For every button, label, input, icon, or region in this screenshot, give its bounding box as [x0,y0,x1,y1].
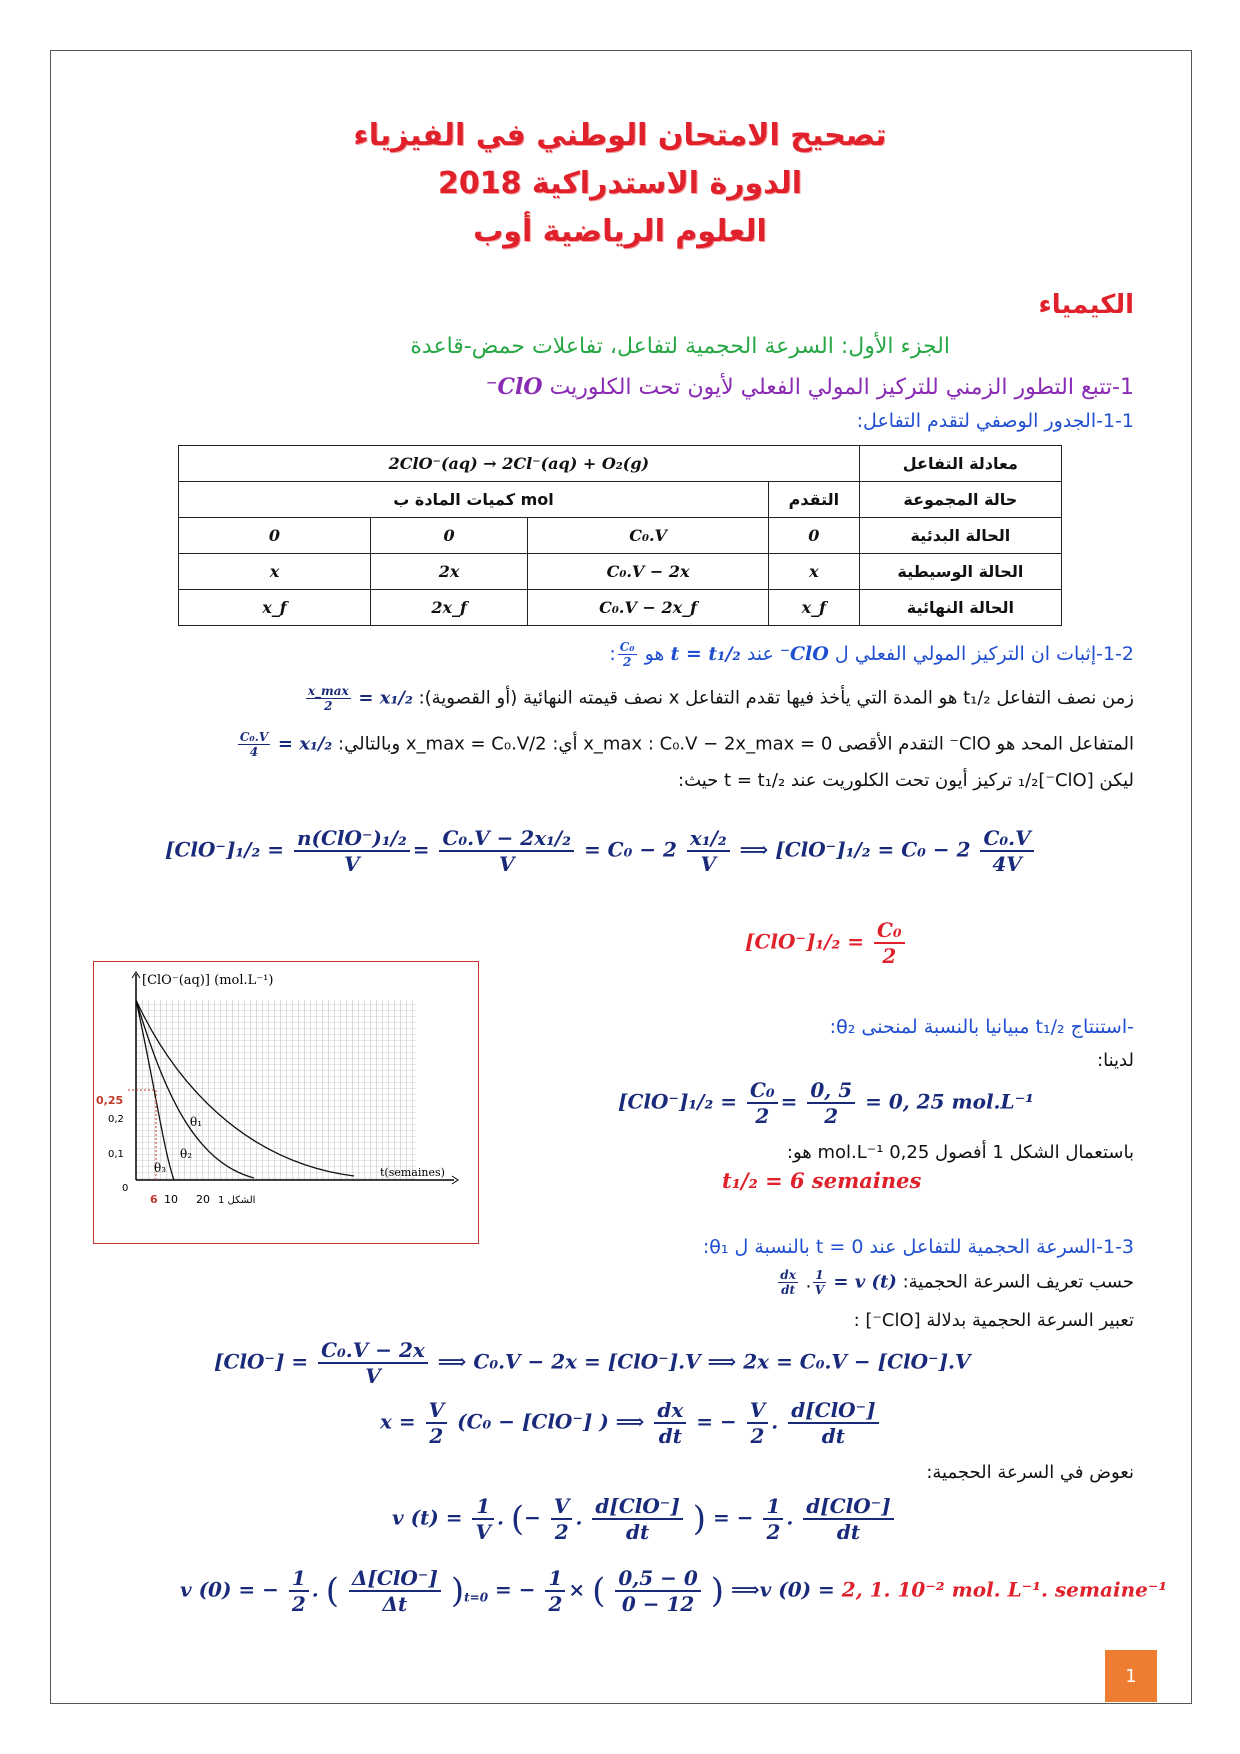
velocity-definition: حسب تعريف السرعة الحجمية: v (t) = $\frac{1}{V}$ . $\frac{dx}{dt}$ [780,1268,1134,1297]
part-heading: الجزء الأول: السرعة الحجمية لتفاعل، تفاعلات حمض-قاعدة [410,334,950,359]
concentration-equation: [ClO⁻] = $\frac{\text{C₀.V − 2x}}{V}$ ⟹ C₀.V − 2x = [ClO⁻].V ⟹ 2x = C₀.V − [ClO⁻].V [214,1338,971,1388]
y-tick-label: 0,25 [96,1094,124,1107]
deduction-heading: -استنتاج t₁/₂ مبيانيا بالنسبة لمنحنى θ₂: [829,1016,1134,1038]
x-tick-label: 6 [150,1193,158,1206]
table-row: x 2x C₀.V − 2x x الحالة الوسيطية [179,554,1062,590]
question-1-3-heading: 1-3-السرعة الحجمية للتفاعل عند t = 0 بالنسبة ل θ₁: [702,1236,1134,1258]
table-row: x_f 2x_f C₀.V − 2x_f x_f الحالة النهائية [179,590,1062,626]
question-1-1-heading: 1-1-الجدور الوصفي لتقدم التفاعل: [856,410,1134,432]
title-line-1: تصحيح الامتحان الوطني في الفيزياء [353,118,887,153]
half-time-result: t₁/₂ = 6 semaines [722,1168,922,1193]
page-frame [50,50,1192,1704]
y-tick-label: 0,2 [108,1114,124,1125]
half-concentration-derivation: [ClO⁻]₁/₂ = $\frac{\text{n(ClO⁻)₁/₂}}{V}$ = $\frac{\text{C₀.V − 2x₁/₂}}{V}$ = C₀ − 2 $\frac{\text{x₁/₂}}{V}$ ⟹ [ClO⁻]₁/₂ = C₀ − 2 $\frac{\text{C₀.V}}{4V}$ [165,826,1037,876]
curve-label: θ₃ [154,1161,167,1175]
substitution-label: نعوض في السرعة الحجمية: [926,1462,1134,1483]
curve-label: θ₁ [190,1115,203,1129]
graph-x-label: t(semaines) [380,1166,445,1179]
figure-label: الشكل 1 [218,1195,256,1206]
limiting-reagent-line: المتفاعل المحد هو ClO⁻ التقدم الأقصى x_max : C₀.V − 2x_max = 0 أي: x_max = C₀.V/2 وبالتالي: x₁/₂ = $\frac{\text{C₀.V}}{4}$ [239,730,1134,759]
concentration-definition: ليكن [ClO⁻]₁/₂ تركيز أيون تحت الكلوريت عند t = t₁/₂ حيث: [678,770,1134,791]
y-tick-label: 0 [122,1183,129,1194]
table-equation: 2ClO⁻(aq) → 2Cl⁻(aq) + O₂(g) [179,446,860,482]
deduction-have: لدينا: [1097,1050,1134,1071]
page-number: 1 [1105,1650,1157,1702]
x-tick-label: 20 [196,1193,210,1206]
x-tick-label: 10 [164,1193,178,1206]
y-tick-label: 0,1 [108,1149,124,1160]
title-line-3: العلوم الرياضية أوب [473,214,767,249]
table-advance-header: التقدم [768,482,859,518]
table-equation-label: معادلة التفاعل [859,446,1061,482]
question-1-2-heading: 1-2-إثبات ان التركيز المولي الفعلي ل ClO⁻ عند t = t₁/₂ هو $\frac{\text{C₀}}{2}$ : [609,640,1134,669]
half-concentration-result: [ClO⁻]₁/₂ = $\frac{\text{C₀}}{2}$ [745,918,908,968]
graph-y-label: [ClO⁻(aq)] (mol.L⁻¹) [142,973,274,988]
table-row: 0 0 C₀.V 0 الحالة البدئية [179,518,1062,554]
velocity-expression-label: تعبير السرعة الحجمية بدلالة [ClO⁻] : [853,1310,1134,1331]
graph-svg [94,962,478,1243]
velocity-equation: v (t) = $\frac{1}{V}$ . (− $\frac{V}{2}$ . $\frac{\text{d[ClO⁻]}}{dt}$ ) = − $\frac{1}{2}$ . $\frac{\text{d[ClO⁻]}}{dt}$ [392,1494,897,1544]
initial-velocity-result: 2, 1. 10⁻² mol. L⁻¹. semaine⁻¹ [841,1577,1168,1602]
table-state-header: حالة المجموعة [859,482,1061,518]
deduction-using: باستعمال الشكل 1 أفصول 0,25 mol.L⁻¹ هو: [786,1142,1134,1163]
initial-velocity-equation: v (0) = − $\frac{1}{2}$ . ( $\frac{\text{Δ[ClO⁻]}}{\Delta t}$ )$_{t=0}$ = − $\frac{1}{2}$ × ( $\frac{0,5 - 0}{0 - 12}$ ) ⟹v (0) = 2, 1. 10⁻² mol. L⁻¹. semaine⁻¹ [180,1566,1168,1616]
deduction-equation: [ClO⁻]₁/₂ = $\frac{\text{C₀}}{2}$ = $\frac{0, 5}{2}$ = 0, 25 mol.L⁻¹ [618,1078,1034,1128]
table-amounts-header: كميات المادة ب mol [179,482,769,518]
advance-equation: x = $\frac{V}{2}$ (C₀ − [ClO⁻] ) ⟹ $\frac{dx}{dt}$ = − $\frac{V}{2}$ . $\frac{\text{d[ClO⁻]}}{dt}$ [380,1398,882,1448]
section-heading: الكيمياء [1038,290,1134,320]
half-time-definition: زمن نصف التفاعل t₁/₂ هو المدة التي يأخذ فيها تقدم التفاعل x نصف قيمته النهائية (أو القصوية): x₁/₂ = x_max 2 [307,684,1134,713]
advancement-table [178,445,1062,626]
question-1-heading: 1-تتبع التطور الزمني للتركيز المولي الفعلي لأيون تحت الكلوريت ClO⁻ [485,374,1134,400]
curve-label: θ₂ [180,1147,193,1161]
title-line-2: الدورة الاستدراكية 2018 [437,166,803,201]
concentration-graph [93,961,479,1244]
